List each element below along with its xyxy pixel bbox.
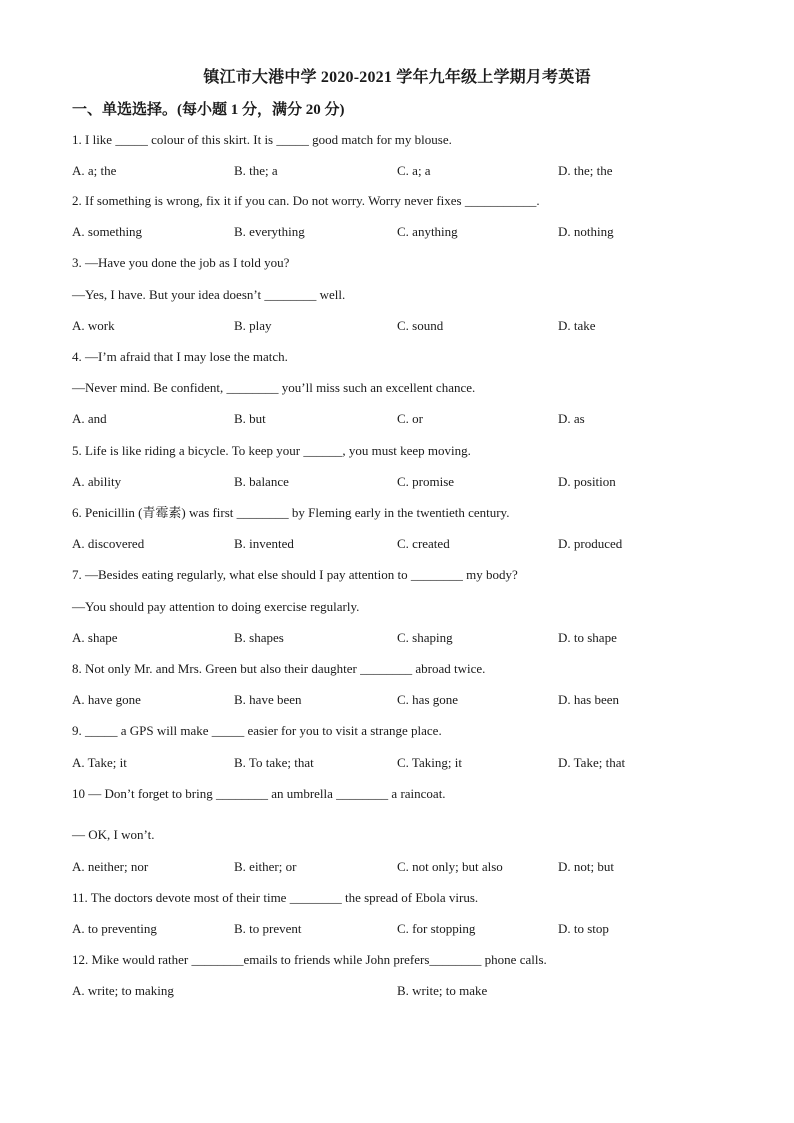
question-10-option-a: A. neither; nor [72,859,149,874]
question-6-option-a: A. discovered [72,536,145,551]
question-9-option-b: B. To take; that [234,755,314,770]
question-1-option-a: A. a; the [72,163,117,178]
question-6-stem: 6. Penicillin (青霉素) was first ________ by Fleming early in the twentieth century. [72,505,510,520]
question-2-option-c: C. anything [397,224,458,239]
question-12-option-a: A. write; to making [72,983,174,998]
question-1-option-b: B. the; a [234,163,278,178]
question-10-option-d: D. not; but [558,859,614,874]
question-8-stem: 8. Not only Mr. and Mrs. Green but also their daughter ________ abroad twice. [72,661,486,676]
question-2-option-d: D. nothing [558,224,614,239]
question-9-option-c: C. Taking; it [397,755,462,770]
question-11-option-b: B. to prevent [234,921,302,936]
question-5-option-d: D. position [558,474,616,489]
question-9-option-a: A. Take; it [72,755,127,770]
question-2-stem: 2. If something is wrong, fix it if you can. Do not worry. Worry never fixes ___________. [72,193,540,208]
question-5-option-c: C. promise [397,474,455,489]
question-3-stem: 3. —Have you done the job as I told you? [72,255,290,270]
question-6-option-c: C. created [397,536,450,551]
question-3-option-a: A. work [72,318,115,333]
question-7-option-a: A. shape [72,630,118,645]
question-7-stem: 7. —Besides eating regularly, what else should I pay attention to ________ my body? [72,567,518,582]
question-1-option-c: C. a; a [397,163,431,178]
question-11-stem: 11. The doctors devote most of their time ________ the spread of Ebola virus. [72,890,479,905]
question-4-option-d: D. as [558,411,585,426]
question-4-option-a: A. and [72,411,107,426]
question-8-option-b: B. have been [234,692,302,707]
question-2-option-b: B. everything [234,224,305,239]
question-8-option-c: C. has gone [397,692,459,707]
question-9-stem: 9. _____ a GPS will make _____ easier for you to visit a strange place. [72,723,442,738]
question-11-option-c: C. for stopping [397,921,476,936]
question-12-option-b: B. write; to make [397,983,488,998]
question-6-option-b: B. invented [234,536,294,551]
question-10-option-b: B. either; or [234,859,297,874]
question-5-stem: 5. Life is like riding a bicycle. To keep your ______, you must keep moving. [72,443,471,458]
question-7-reply: —You should pay attention to doing exercise regularly. [72,599,360,614]
question-4-reply: —Never mind. Be confident, ________ you’ll miss such an excellent chance. [72,380,476,395]
question-5-option-b: B. balance [234,474,289,489]
question-8-option-a: A. have gone [72,692,141,707]
question-11-option-a: A. to preventing [72,921,157,936]
question-11-option-d: D. to stop [558,921,609,936]
question-4-option-c: C. or [397,411,423,426]
question-10-stem: 10 — Don’t forget to bring ________ an umbrella ________ a raincoat. [72,786,446,801]
question-6-option-d: D. produced [558,536,623,551]
page-title: 镇江市大港中学 2020-2021 学年九年级上学期月考英语 [203,69,591,86]
question-1-option-d: D. the; the [558,163,613,178]
question-3-reply: —Yes, I have. But your idea doesn’t ________ well. [72,287,346,302]
question-7-option-d: D. to shape [558,630,617,645]
question-12-stem: 12. Mike would rather ________emails to friends while John prefers________ phone calls. [72,952,547,967]
question-10-option-c: C. not only; but also [397,859,503,874]
question-10-reply: — OK, I won’t. [72,827,155,842]
question-4-stem: 4. —I’m afraid that I may lose the match. [72,349,288,364]
question-3-option-c: C. sound [397,318,444,333]
question-9-option-d: D. Take; that [558,755,626,770]
question-3-option-d: D. take [558,318,596,333]
question-5-option-a: A. ability [72,474,122,489]
question-2-option-a: A. something [72,224,143,239]
section-heading: 一、单选选择。(每小题 1 分，满分 20 分) [72,102,345,118]
question-7-option-c: C. shaping [397,630,453,645]
question-3-option-b: B. play [234,318,272,333]
question-1-stem: 1. I like _____ colour of this skirt. It is _____ good match for my blouse. [72,132,452,147]
question-8-option-d: D. has been [558,692,620,707]
question-4-option-b: B. but [234,411,266,426]
question-7-option-b: B. shapes [234,630,284,645]
